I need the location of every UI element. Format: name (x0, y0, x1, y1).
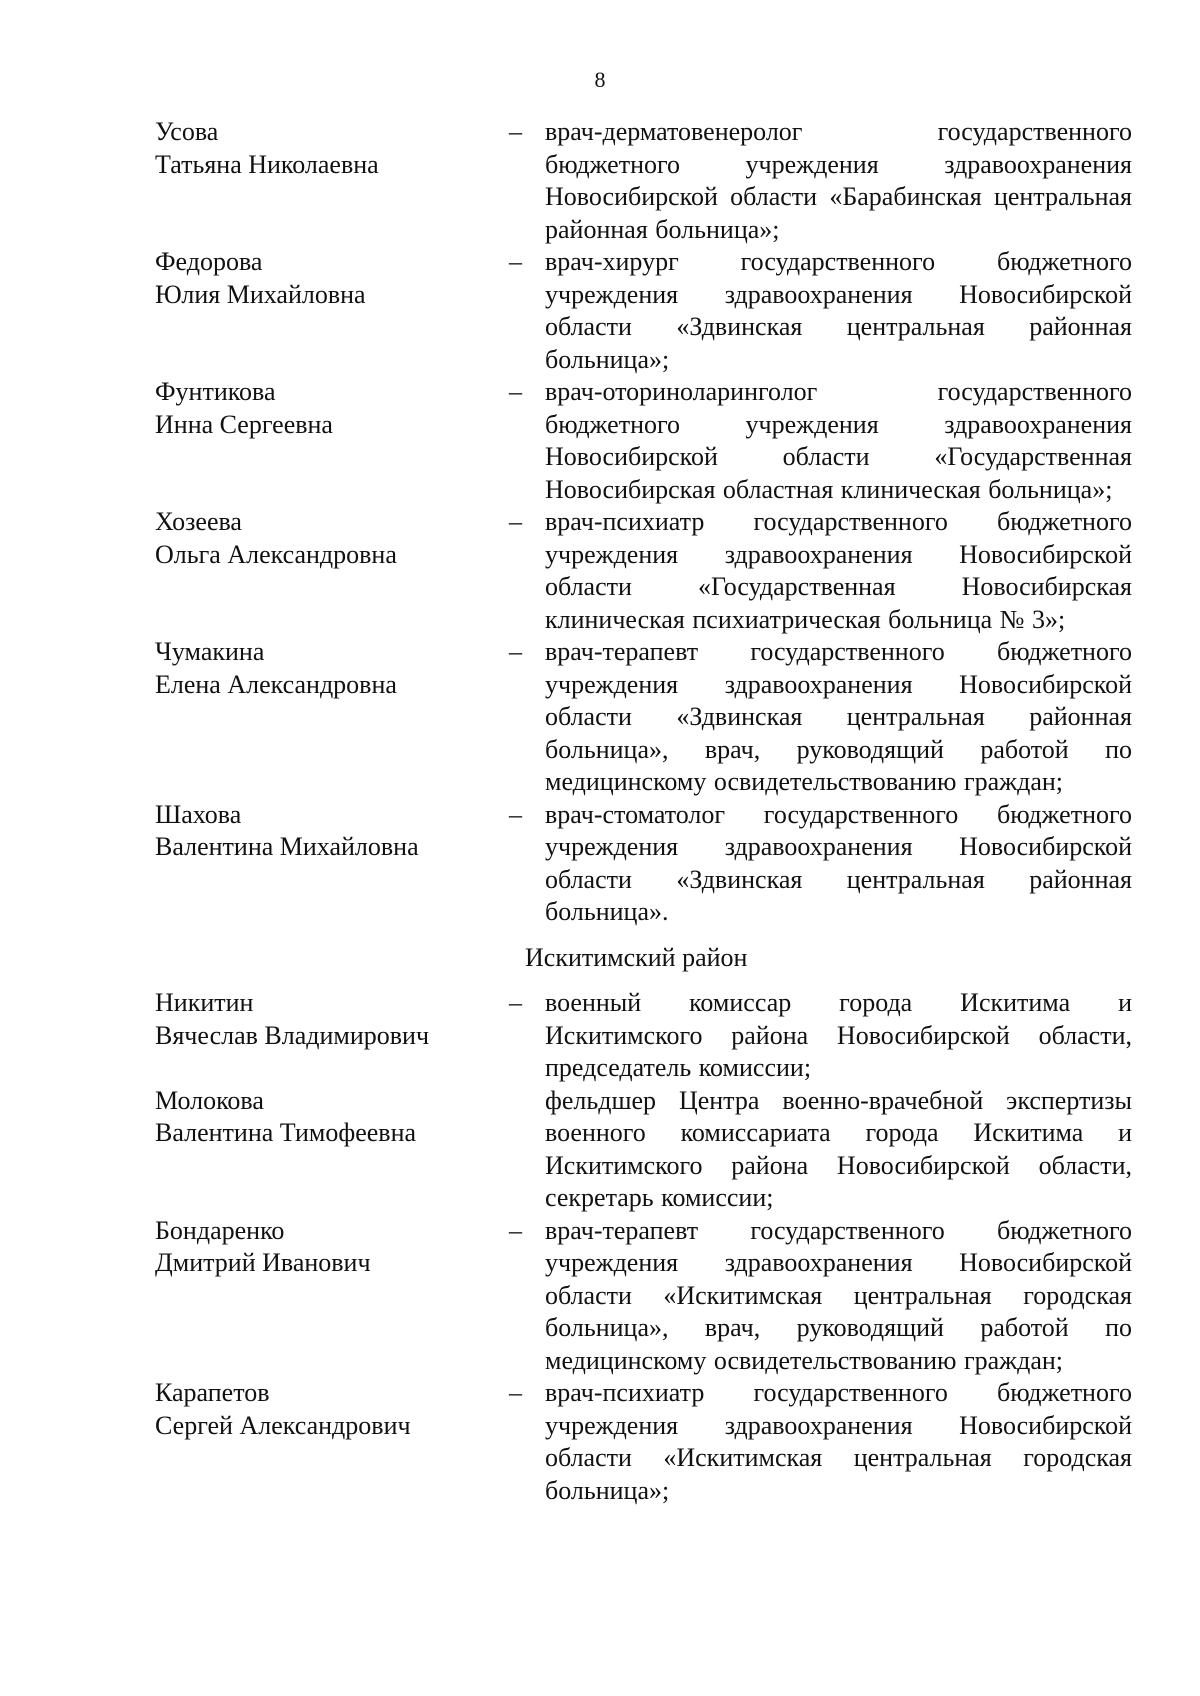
member-role: врач-хирург государственного бюджетного учреждения здравоохранения Новосибирской области «Здвинская центральная районная больница»; (545, 247, 1132, 374)
member-given-names: Ольга Александровна (155, 539, 397, 569)
member-given-names: Валентина Михайловна (155, 832, 419, 861)
member-given-names: Татьяна Николаевна (155, 149, 379, 179)
list-item (0, 376, 1200, 506)
list-item (0, 1085, 1200, 1215)
member-name (155, 799, 485, 864)
list-item (0, 799, 1200, 929)
member-given-names: Вячеслав Владимирович (155, 1020, 430, 1050)
dash-separator: – (509, 637, 522, 666)
member-name (155, 506, 485, 571)
list-item (0, 636, 1200, 799)
member-name (155, 987, 485, 1052)
member-given-names: Сергей Александрович (155, 1410, 411, 1440)
member-surname: Чумакина (155, 637, 265, 666)
section-heading: Искитимский район (525, 942, 748, 972)
member-role: врач-стоматолог государственного бюджетного учреждения здравоохранения Новосибирской области «Здвинская центральная районная больница». (545, 799, 1132, 926)
member-given-names: Валентина Тимофеевна (155, 1118, 417, 1147)
member-given-names: Елена Александровна (155, 669, 397, 699)
member-surname: Бондаренко (155, 1215, 285, 1245)
member-given-names: Юлия Михайловна (155, 279, 366, 309)
member-surname: Хозеева (155, 507, 242, 536)
member-role: врач-дерматовенеролог государственного бюджетного учреждения здравоохранения Новосибирской области «Барабинская центральная районная больница»; (545, 117, 1132, 244)
dash-separator: – (509, 507, 522, 536)
member-surname: Федорова (155, 247, 263, 276)
dash-separator: – (509, 1378, 522, 1407)
member-name (155, 1085, 485, 1150)
list-item (0, 1215, 1200, 1378)
member-name (155, 116, 485, 181)
list-item (0, 506, 1200, 636)
list-item (0, 246, 1200, 376)
page-number: 8 (594, 67, 606, 92)
member-role: врач-психиатр государственного бюджетного учреждения здравоохранения Новосибирской области «Государственная Новосибирская клиническая психиатрическая больница № 3»; (545, 507, 1132, 634)
dash-separator: – (509, 988, 522, 1017)
list-item (0, 987, 1200, 1085)
member-role: военный комиссар города Искитима и Искитимского района Новосибирской области, председатель комиссии; (545, 988, 1132, 1082)
member-name (155, 1377, 485, 1442)
member-role: фельдшер Центра военно-врачебной экспертизы военного комиссариата города Искитима и Искитимского района Новосибирской области, секретарь комиссии; (545, 1085, 1132, 1212)
member-surname: Карапетов (155, 1378, 270, 1407)
dash-separator: – (509, 799, 522, 829)
member-role: врач-психиатр государственного бюджетного учреждения здравоохранения Новосибирской области «Искитимская центральная городская больница»; (545, 1378, 1132, 1505)
member-surname: Никитин (155, 988, 254, 1017)
member-role: врач-оториноларинголог государственного бюджетного учреждения здравоохранения Новосибирской области «Государственная Новосибирская областная клиническая больница»; (545, 377, 1132, 504)
member-name (155, 376, 485, 441)
member-given-names: Дмитрий Иванович (155, 1248, 371, 1277)
dash-separator: – (509, 1215, 522, 1245)
dash-separator: – (509, 117, 522, 146)
member-name (155, 1215, 485, 1280)
member-surname: Усова (155, 117, 219, 146)
member-surname: Шахова (155, 799, 242, 829)
dash-separator: – (509, 377, 522, 406)
dash-separator: – (509, 247, 522, 276)
member-role: врач-терапевт государственного бюджетного учреждения здравоохранения Новосибирской области «Искитимская центральная городская больница», врач, руководящий работой по медицинскому освидетельствованию граждан; (545, 1215, 1132, 1375)
member-name (155, 246, 485, 311)
member-given-names: Инна Сергеевна (155, 409, 333, 439)
member-surname: Молокова (155, 1085, 264, 1115)
list-item (0, 116, 1200, 246)
list-item (0, 1377, 1200, 1507)
member-surname: Фунтикова (155, 377, 276, 406)
member-name (155, 636, 485, 701)
member-role: врач-терапевт государственного бюджетного учреждения здравоохранения Новосибирской области «Здвинская центральная районная больница», врач, руководящий работой по медицинскому освидетельствованию граждан; (545, 637, 1132, 796)
commission-list (0, 116, 1200, 1507)
